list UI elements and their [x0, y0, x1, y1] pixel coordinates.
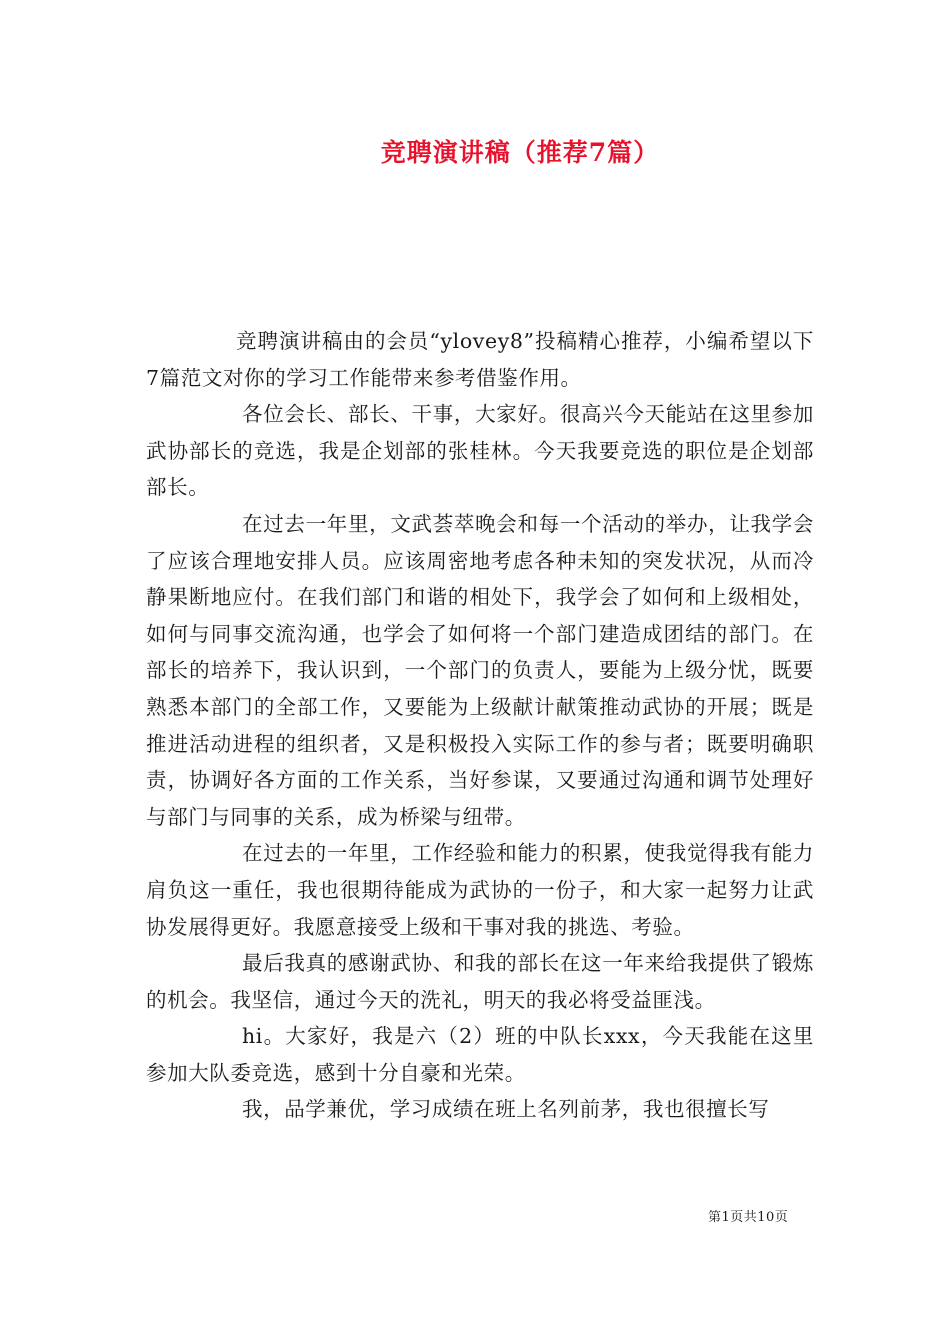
paragraph-intro: 竞聘演讲稿由的会员“ylovey8”投稿精心推荐，小编希望以下7篇范文对你的学习工作能带来参考借鉴作用。 [146, 329, 814, 390]
page-title: 竞聘演讲稿（推荐7篇） [380, 138, 660, 167]
document-body [146, 323, 814, 1128]
paragraph-greeting: 各位会长、部长、干事，大家好。很高兴今天能站在这里参加武协部长的竞选，我是企划部的张桂林。今天我要竞选的职位是企划部部长。 [146, 402, 814, 500]
paragraph-ability: 在过去的一年里，工作经验和能力的积累，使我觉得我有能力肩负这一重任，我也很期待能成为武协的一份子，和大家一起努力让武协发展得更好。我愿意接受上级和干事对我的挑选、考验。 [146, 841, 814, 939]
paragraph-experience: 在过去一年里，文武荟萃晚会和每一个活动的举办，让我学会了应该合理地安排人员。应该周密地考虑各种未知的突发状况，从而冷静果断地应付。在我们部门和谐的相处下，我学会了如何和上级相处，如何与同事交流沟通，也学会了如何将一个部门建造成团结的部门。在部长的培养下，我认识到，一个部门的负责人，要能为上级分忧，既要熟悉本部门的全部工作，又要能为上级献计献策推动武协的开展；既是推进活动进程的组织者，又是积极投入实际工作的参与者；既要明确职责，协调好各方面的工作关系，当好参谋，又要通过沟通和调节处理好与部门与同事的关系，成为桥梁与纽带。 [146, 511, 814, 829]
page-number-footer: 第1页共10页 [708, 1210, 789, 1225]
paragraph-second-speech-body: 我，品学兼优，学习成绩在班上名列前茅，我也很擅长写 [242, 1097, 770, 1122]
paragraph-second-speech-greeting: hi。大家好，我是六（2）班的中队长xxx，今天我能在这里参加大队委竞选，感到十分自豪和光荣。 [146, 1024, 814, 1085]
paragraph-thanks: 最后我真的感谢武协、和我的部长在这一年来给我提供了锻炼的机会。我坚信，通过今天的洗礼，明天的我必将受益匪浅。 [146, 951, 814, 1012]
